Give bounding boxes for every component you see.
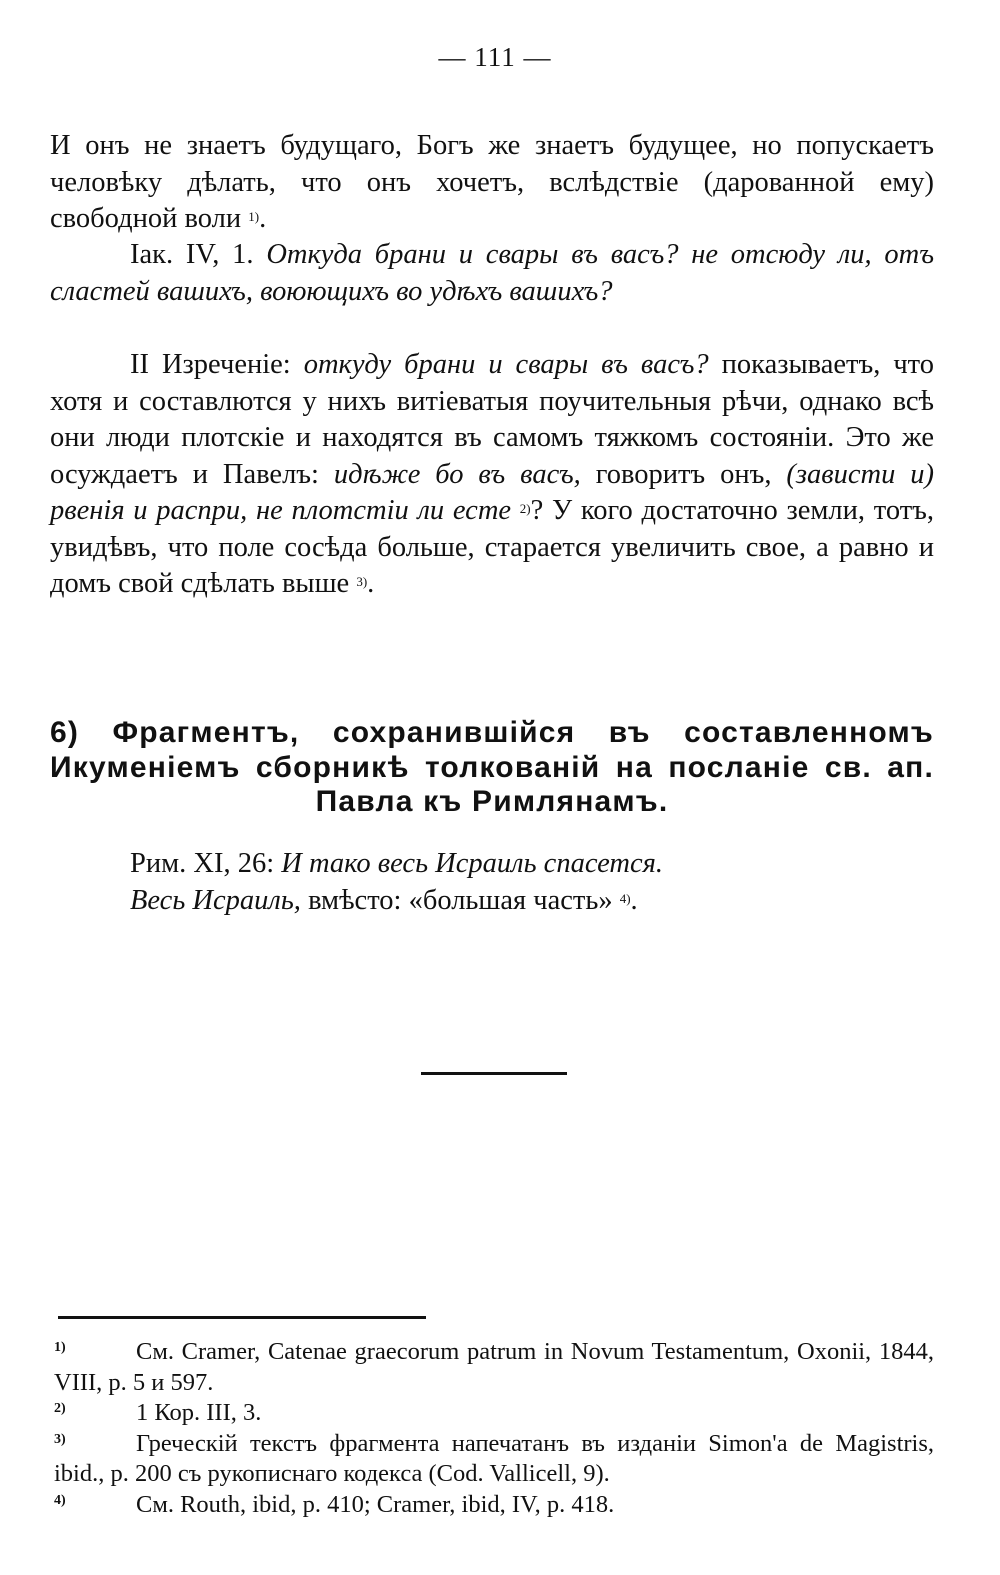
- footnote-divider: [58, 1316, 426, 1319]
- footnote-mark: 3): [54, 1431, 66, 1447]
- footnote-ref-4: 4): [619, 890, 631, 906]
- footnote-text: Греческій текстъ фрагмента напечатанъ въ изданіи Simon'a de Magistris, ibid., p. 200 съ рукописнаго кодекса (Cod. Vallicell, 9).: [54, 1429, 934, 1487]
- paragraph-1-text: И онъ не знаетъ будущаго, Богъ же знаетъ будущее, но попускаетъ человѣку дѣлать, что онъ хочетъ, вслѣдствіе (дарованной ему) свободной воли: [50, 130, 934, 234]
- quote-block: Рим. XI, 26: И тако весь Исраиль спасется. Весь Исраиль, вмѣсто: «большая часть» $^{4)}$.: [130, 848, 663, 916]
- quote-line-2-italic: Весь Исраиль,: [130, 884, 301, 916]
- footnote-ref-1: 1): [248, 209, 260, 224]
- footnote-1: [54, 1337, 934, 1398]
- footnotes: [54, 1337, 934, 1520]
- paragraph-3: II Изреченіе: откуду брани и свары въ васъ? показываетъ, что хотя и составлются у нихъ витіеватыя поучительныя рѣчи, однако всѣ они люди плотскіе и находятся въ самомъ тяжкомъ состояніи. Это же осуждаетъ и Павелъ: идѣже бо въ васъ, говоритъ онъ, (зависти и) рвенія и распри, не плотстіи ли есте $^{2)}$? У кого достаточно земли, тотъ, увидѣвъ, что поле сосѣда больше, старается увеличить свое, а равно и домъ свой сдѣлать выше $^{3)}$.: [50, 349, 935, 599]
- quote-reference: Рим. XI, 26:: [130, 848, 275, 879]
- paragraph-1: И онъ не знаетъ будущаго, Богъ же знаетъ будущее, но попускаетъ человѣку дѣлать, что онъ хочетъ, вслѣдствіе (дарованной ему) свободной воли $^{1)}$.: [50, 130, 934, 234]
- page-number: — 111 —: [438, 42, 552, 72]
- footnote-text: См. Routh, ibid, p. 410; Cramer, ibid, IV, p. 418.: [136, 1490, 615, 1518]
- scripture-quote: Откуда брани и свары въ васъ? не отсюду ли, отъ сластей вашихъ, воюющихъ во удѣхъ вашихъ?: [50, 239, 935, 307]
- footnote-text: См. Cramer, Catenae graecorum patrum in Novum Testamentum, Oxonii, 1844, VIII, p. 5 и 597.: [54, 1338, 934, 1396]
- footnote-2: [54, 1398, 934, 1429]
- footnote-ref-2: 2): [519, 501, 531, 516]
- scripture-reference: Іак. IV, 1.: [130, 239, 254, 270]
- footnote-ref-3: 3): [356, 574, 368, 589]
- section-divider: [421, 1072, 567, 1075]
- quote-line-2-text: вмѣсто: «большая часть»: [308, 884, 613, 916]
- footnote-mark: 4): [54, 1492, 66, 1508]
- footnote-4: [54, 1490, 934, 1521]
- footnote-text: 1 Кор. III, 3.: [136, 1399, 262, 1426]
- quote-line-1: И тако весь Исраиль спасется.: [281, 848, 663, 879]
- paragraph-2: [50, 237, 934, 310]
- section-heading: 6) Фрагментъ, сохранившійся въ составленномъ Икуменіемъ сборникѣ толкованій на посланіе св. ап. Павла къ Римлянамъ.: [50, 716, 934, 818]
- footnote-3: [54, 1429, 934, 1490]
- footnote-mark: 2): [54, 1401, 66, 1416]
- footnote-mark: 1): [54, 1340, 66, 1355]
